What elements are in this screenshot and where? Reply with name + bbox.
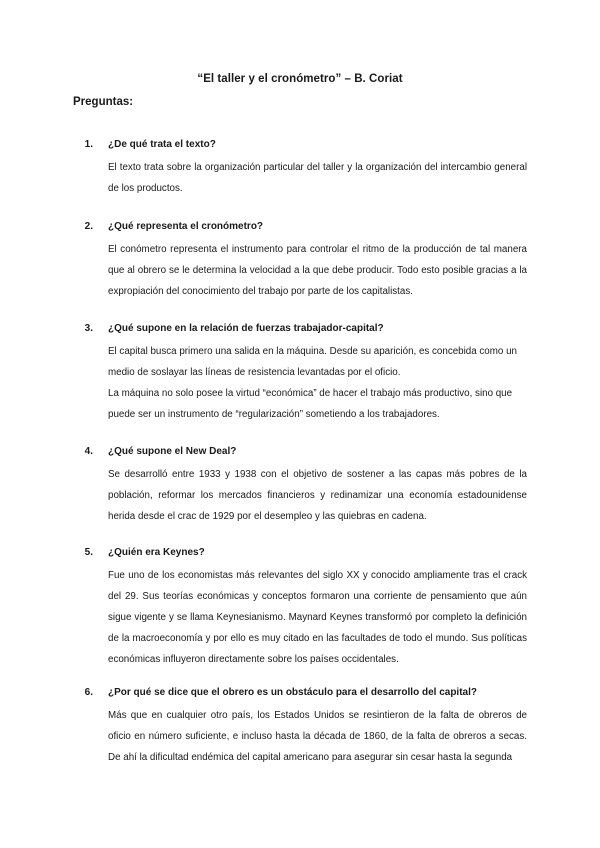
answer bbox=[108, 341, 527, 425]
answer-paragraph: La máquina no solo posee la virtud “económica” de hacer el trabajo más productivo, sino que puede ser un instrumento de “regularización” sometiendo a los trabajadores. bbox=[108, 388, 513, 420]
section-heading: Preguntas: bbox=[73, 96, 134, 108]
answer bbox=[108, 464, 527, 527]
answer-paragraph: Más que en cualquier otro país, los Estados Unidos se resintieron de la falta de obreros de oficio en número suficiente, e incluso hasta la década de 1860, de la falta de obreros a secas. De ahí la dificultad endémica del capital americano para asegurar sin cesar hasta la segunda bbox=[108, 710, 527, 763]
question-number: 6. bbox=[84, 687, 93, 698]
document-title: “El taller y el cronómetro” – B. Coriat bbox=[197, 73, 403, 85]
answer-paragraph: Se desarrolló entre 1933 y 1938 con el objetivo de sostener a las capas más pobres de la población, reformar los mercados financieros y redinamizar una economía estadounidense herida desde el crac de 1929 por el desempleo y las quiebras en cadena. bbox=[108, 469, 527, 522]
question-line bbox=[73, 546, 527, 560]
question-block-2 bbox=[73, 220, 527, 302]
question-text: ¿Qué supone en la relación de fuerzas trabajador-capital? bbox=[108, 323, 384, 334]
question-line bbox=[73, 322, 527, 336]
question-block-3 bbox=[73, 322, 527, 425]
question-line bbox=[73, 445, 527, 459]
question-line bbox=[73, 686, 527, 700]
question-text: ¿Quién era Keynes? bbox=[108, 547, 205, 558]
question-number: 3. bbox=[84, 323, 93, 334]
answer-paragraph: Fue uno de los economistas más relevantes del siglo XX y conocido ampliamente tras el crack del 29. Sus teorías económicas y conceptos formaron una corriente de pensamiento que aún sigue vigente y se llama Keynesianismo. Maynard Keynes transformó por completo la definición de la macroeconomía y por ello es muy citado en las facultades de todo el mundo. Sus políticas económicas influyeron directamente sobre los países occidentales. bbox=[108, 570, 527, 665]
question-number: 1. bbox=[84, 139, 93, 150]
question-number: 5. bbox=[84, 547, 93, 558]
question-line bbox=[73, 138, 527, 152]
question-number: 4. bbox=[84, 446, 93, 457]
answer bbox=[108, 157, 527, 199]
answer-paragraph: El capital busca primero una salida en la máquina. Desde su aparición, es concebida como un medio de soslayar las líneas de resistencia levantadas por el oficio. bbox=[108, 346, 517, 378]
question-text: ¿Por qué se dice que el obrero es un obstáculo para el desarrollo del capital? bbox=[108, 687, 477, 698]
question-block-6 bbox=[73, 686, 527, 768]
answer bbox=[108, 565, 527, 670]
answer bbox=[108, 705, 527, 768]
answer-paragraph: El conómetro representa el instrumento para controlar el ritmo de la producción de tal manera que al obrero se le determina la velocidad a la que debe producir. Todo esto posible gracias a la expropiación del conocimiento del trabajo por parte de los capitalistas. bbox=[108, 244, 527, 297]
question-block-1 bbox=[73, 138, 527, 199]
question-text: ¿Qué supone el New Deal? bbox=[108, 446, 237, 457]
question-number: 2. bbox=[84, 221, 93, 232]
answer bbox=[108, 239, 527, 302]
answer-paragraph: El texto trata sobre la organización particular del taller y la organización del intercambio general de los productos. bbox=[108, 162, 527, 194]
question-block-5 bbox=[73, 546, 527, 670]
question-text: ¿Qué representa el cronómetro? bbox=[108, 221, 264, 232]
question-line bbox=[73, 220, 527, 234]
question-text: ¿De qué trata el texto? bbox=[108, 139, 216, 150]
question-block-4 bbox=[73, 445, 527, 527]
